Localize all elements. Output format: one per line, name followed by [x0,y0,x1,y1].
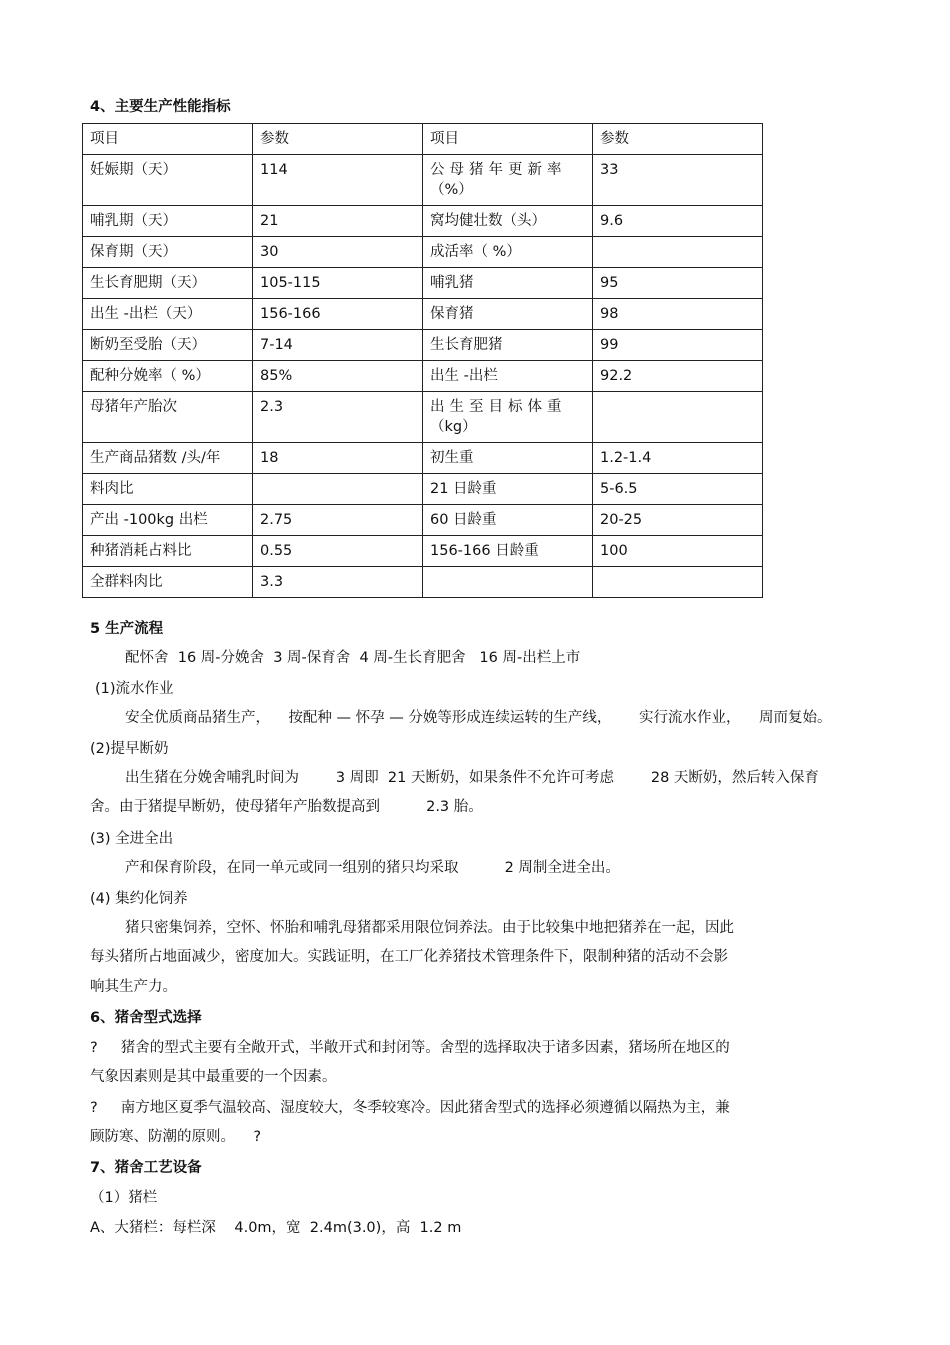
table-cell: 出生 -出栏 [423,361,593,392]
table-cell: 98 [593,299,763,330]
section-4-title: 4、主要生产性能指标 [90,99,231,115]
table-cell: 初生重 [423,443,593,474]
table-cell: 哺乳猪 [423,268,593,299]
table-cell: 33 [593,155,763,206]
table-cell [423,155,593,206]
table-row [83,361,763,392]
performance-table [82,123,763,598]
table-row [83,567,763,598]
table-cell: 配种分娩率（ %） [83,361,253,392]
table-cell: 母猪年产胎次 [83,392,253,443]
bullet-2-line-2: 顾防寒、防潮的原则。 ? [90,1129,262,1145]
item-3-title: (3) 全进全出 [90,831,174,847]
subsection-pens-title: （1）猪栏 [90,1190,158,1206]
table-cell [593,567,763,598]
table-cell: 全群料肉比 [83,567,253,598]
table-cell: 窝均健壮数（头） [423,206,593,237]
table-header-row [83,124,763,155]
item-4-title: (4) 集约化饲养 [90,891,188,907]
table-cell: 生长育肥期（天） [83,268,253,299]
table-cell [423,567,593,598]
table-cell: 85% [253,361,423,392]
bullet-1-line-1: ? 猪舍的型式主要有全敞开式，半敞开式和封闭等。舍型的选择取决于诸多因素，猪场所在地区的 [90,1040,730,1056]
table-row [83,237,763,268]
table-cell: 哺乳期（天） [83,206,253,237]
table-cell: 1.2-1.4 [593,443,763,474]
table-cell: 7-14 [253,330,423,361]
production-flow: 配怀舍 16 周-分娩舍 3 周-保育舍 4 周-生长育肥舍 16 周-出栏上市 [125,650,581,666]
table-cell: 100 [593,536,763,567]
table-cell: 0.55 [253,536,423,567]
table-cell [593,237,763,268]
table-cell: 114 [253,155,423,206]
bullet-2-line-1: ? 南方地区夏季气温较高、湿度较大，冬季较寒冷。因此猪舍型式的选择必须遵循以隔热为主，兼 [90,1100,730,1116]
table-cell: 18 [253,443,423,474]
table-cell: 出生 -出栏（天） [83,299,253,330]
item-2-title: (2)提早断奶 [90,741,169,757]
table-cell: 3.3 [253,567,423,598]
table-cell: 60 日龄重 [423,505,593,536]
table-cell: 156-166 日龄重 [423,536,593,567]
table-row [83,505,763,536]
item-4-text-line-2: 每头猪所占地面减少，密度加大。实践证明，在工厂化养猪技术管理条件下，限制种猪的活动不会影 [90,949,728,965]
table-cell: 生产商品猪数 /头/年 [83,443,253,474]
table-header-cell: 项目 [423,124,593,155]
item-1-title: (1)流水作业 [95,681,174,697]
item-2-text-line-2: 舍。由于猪提早断奶，使母猪年产胎数提高到 2.3 胎。 [90,799,483,815]
table-cell: 产出 -100kg 出栏 [83,505,253,536]
item-4-text-line-1: 猪只密集饲养，空怀、怀胎和哺乳母猪都采用限位饲养法。由于比较集中地把猪养在一起，因此 [125,920,734,936]
table-cell: 105-115 [253,268,423,299]
table-cell-text: （kg） [430,419,477,435]
table-cell: 保育猪 [423,299,593,330]
section-5-title: 5 生产流程 [90,621,164,637]
table-cell-text: 出生至目标体重 [430,399,567,415]
table-cell: 21 [253,206,423,237]
table-cell-text: （%） [430,182,473,198]
table-cell: 种猪消耗占料比 [83,536,253,567]
item-4-text-line-3: 响其生产力。 [90,979,177,995]
table-cell: 成活率（ %） [423,237,593,268]
item-a-large-pen: A、大猪栏：每栏深 4.0m，宽 2.4m(3.0)，高 1.2 m [90,1220,462,1236]
table-header-cell: 参数 [593,124,763,155]
table-cell: 95 [593,268,763,299]
item-1-text: 安全优质商品猪生产， 按配种 — 怀孕 — 分娩等形成连续运转的生产线， 实行流水作业， 周而复始。 [125,710,832,726]
table-row [83,206,763,237]
table-row [83,155,763,206]
table-cell: 30 [253,237,423,268]
table-row [83,443,763,474]
table-header-cell: 项目 [83,124,253,155]
table-cell: 料肉比 [83,474,253,505]
table-cell: 妊娠期（天） [83,155,253,206]
table-row [83,299,763,330]
table-cell [423,392,593,443]
section-7-title: 7、猪舍工艺设备 [90,1160,202,1176]
table-cell: 20-25 [593,505,763,536]
table-cell: 21 日龄重 [423,474,593,505]
bullet-1-line-2: 气象因素则是其中最重要的一个因素。 [90,1069,337,1085]
table-row [83,474,763,505]
table-cell [593,392,763,443]
table-cell: 92.2 [593,361,763,392]
table-header-cell: 参数 [253,124,423,155]
table-cell-text: 公母猪年更新率 [430,162,567,178]
table-cell: 99 [593,330,763,361]
table-cell: 9.6 [593,206,763,237]
table-cell: 156-166 [253,299,423,330]
table-cell [253,474,423,505]
table-cell: 2.75 [253,505,423,536]
table-cell: 5-6.5 [593,474,763,505]
table-row [83,392,763,443]
table-cell: 断奶至受胎（天） [83,330,253,361]
table-cell: 生长育肥猪 [423,330,593,361]
table-row [83,536,763,567]
table-cell: 2.3 [253,392,423,443]
table-row [83,268,763,299]
table-cell: 保育期（天） [83,237,253,268]
section-6-title: 6、猪舍型式选择 [90,1010,202,1026]
item-2-text-line-1: 出生猪在分娩舍哺乳时间为 3 周即 21 天断奶，如果条件不允许可考虑 28 天断奶，然后转入保育 [125,770,819,786]
item-3-text: 产和保育阶段，在同一单元或同一组别的猪只均采取 2 周制全进全出。 [125,860,620,876]
table-row [83,330,763,361]
